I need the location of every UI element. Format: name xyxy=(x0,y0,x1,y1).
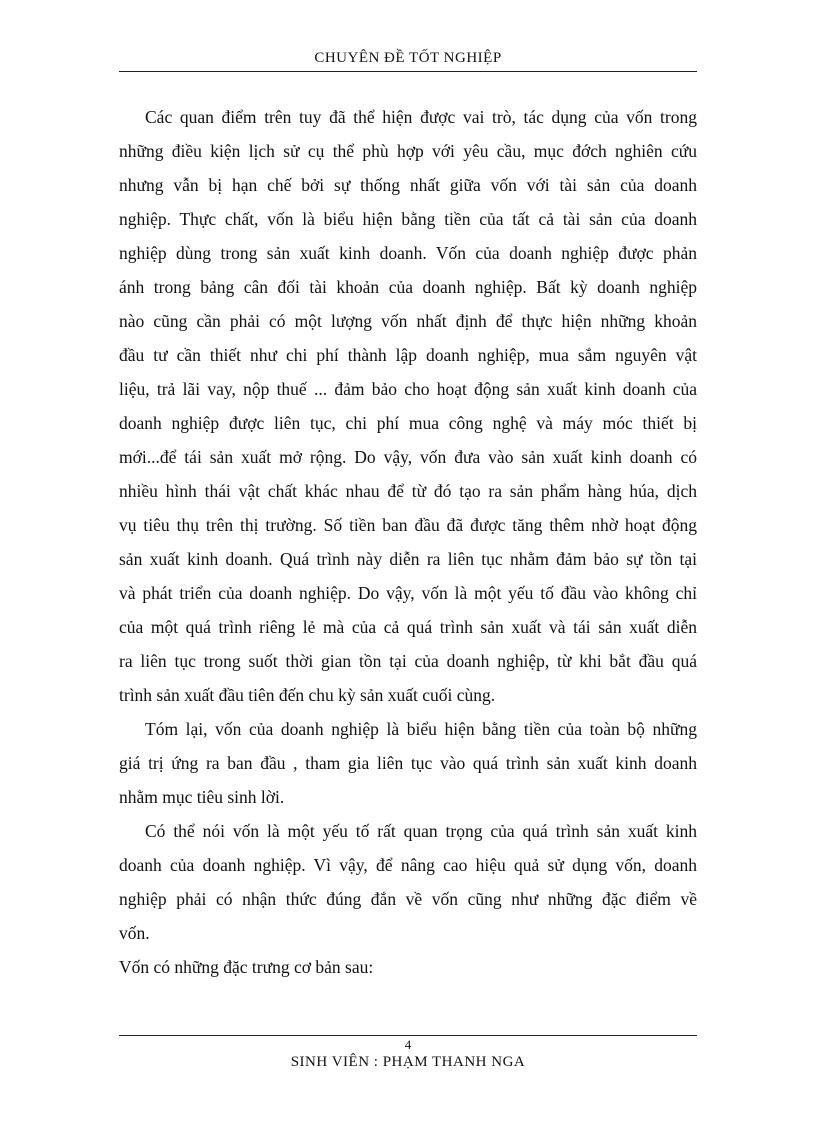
text-line: nào cũng cần phải có một lượng vốn nhất định để thực hiện những khoản xyxy=(119,311,697,331)
page-header: CHUYÊN ĐỀ TỐT NGHIỆP xyxy=(119,50,697,72)
text-line: nghiệp. Thực chất, vốn là biểu hiện bằng tiền của tất cả tài sản của doanh xyxy=(119,209,697,229)
page-footer: SINH VIÊN : PHẠM THANH NGA xyxy=(290,1054,526,1070)
text-line: doanh của doanh nghiệp. Vì vậy, để nâng cao hiệu quả sử dụng vốn, doanh xyxy=(119,855,697,875)
text-line: doanh nghiệp được liên tục, chi phí mua công nghệ và máy móc thiết bị xyxy=(119,413,697,433)
text-line: giá trị ứng ra ban đầu , tham gia liên tục vào quá trình sản xuất kinh doanh xyxy=(119,753,697,773)
text-line: nghiệp dùng trong sản xuất kinh doanh. Vốn của doanh nghiệp được phản xyxy=(119,243,697,263)
text-line: nhưng vẫn bị hạn chế bởi sự thống nhất giữa vốn với tài sản của doanh xyxy=(119,175,697,195)
text-line: của một quá trình riêng lẻ mà của cả quá trình sản xuất và tái sản xuất diễn xyxy=(119,617,697,637)
text-line: nhiều hình thái vật chất khác nhau để từ đó tạo ra sản phẩm hàng húa, dịch xyxy=(119,481,697,501)
text-line: Có thể nói vốn là một yếu tố rất quan trọng của quá trình sản xuất kinh xyxy=(145,821,697,841)
text-line: liệu, trả lãi vay, nộp thuế ... đảm bảo cho hoạt động sản xuất kinh doanh của xyxy=(119,379,697,399)
text-line: đầu tư cần thiết như chi phí thành lập doanh nghiệp, mua sắm nguyên vật xyxy=(119,345,697,365)
text-line: Tóm lại, vốn của doanh nghiệp là biểu hiện bằng tiền của toàn bộ những xyxy=(145,719,697,739)
text-line: sản xuất kinh doanh. Quá trình này diễn ra liên tục nhằm đảm bảo sự tồn tại xyxy=(119,549,697,569)
text-line: nhằm mục tiêu sinh lời. xyxy=(119,787,285,807)
text-line: trình sản xuất đầu tiên đến chu kỳ sản xuất cuối cùng. xyxy=(119,685,496,705)
text-line: ánh trong bảng cân đối tài khoản của doanh nghiệp. Bất kỳ doanh nghiệp xyxy=(119,277,697,297)
text-line: những điều kiện lịch sử cụ thể phù hợp với yêu cầu, mục đớch nghiên cứu xyxy=(119,141,697,161)
page-number: 4 xyxy=(404,1037,412,1052)
text-line: ra liên tục trong suốt thời gian tồn tại của doanh nghiệp, từ khi bắt đầu quá xyxy=(119,651,697,671)
body-text xyxy=(119,100,697,984)
text-line: vụ tiêu thụ trên thị trường. Số tiền ban đầu đã được tăng thêm nhờ hoạt động xyxy=(119,515,697,535)
footer-divider xyxy=(119,1035,697,1036)
text-line: nghiệp phải có nhận thức đúng đắn về vốn cũng như những đặc điểm về xyxy=(119,889,697,909)
text-line: và phát triển của doanh nghiệp. Do vậy, vốn là một yếu tố đầu vào không chỉ xyxy=(119,583,697,603)
text-line: vốn. xyxy=(119,923,150,943)
text-line: Vốn có những đặc trưng cơ bản sau: xyxy=(119,957,374,977)
text-line: mới...để tái sản xuất mở rộng. Do vậy, vốn đưa vào sản xuất kinh doanh có xyxy=(119,447,697,467)
text-line: Các quan điểm trên tuy đã thể hiện được vai trò, tác dụng của vốn trong xyxy=(145,107,697,127)
